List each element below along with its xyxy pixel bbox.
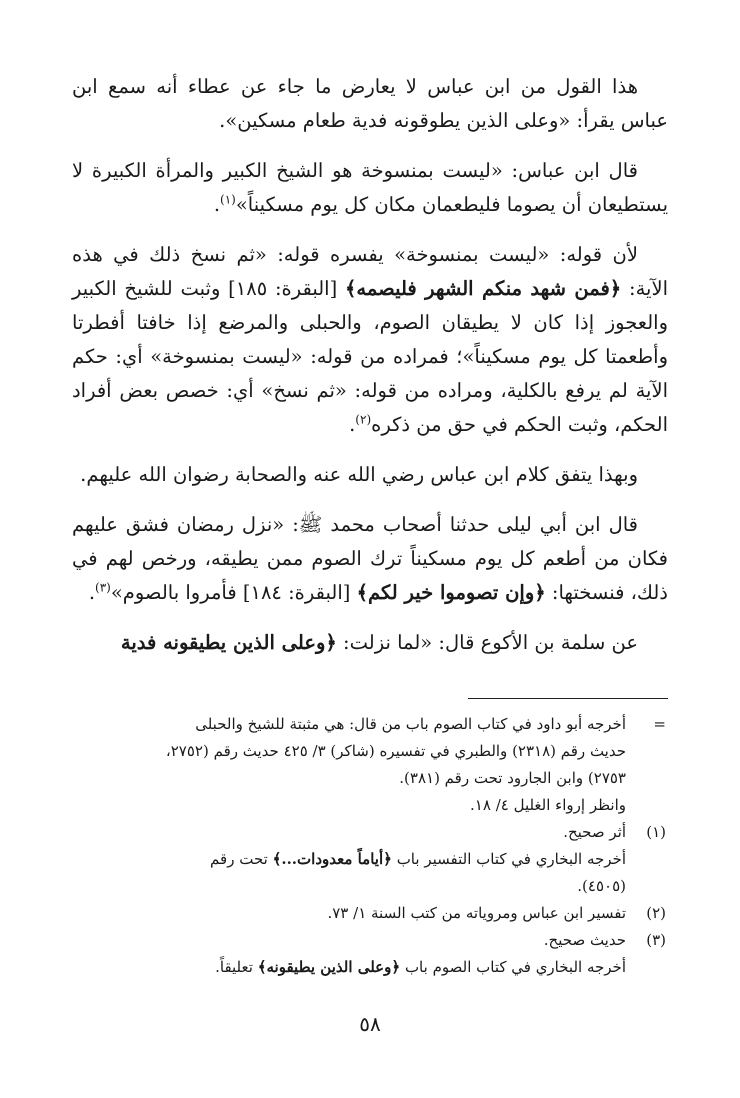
quran-quote-3: ﴿وعلى الذين يطيقونه فدية bbox=[120, 631, 337, 654]
paragraph-3-text-a: لأن قوله: «ليست بمنسوخة» يفسره قوله: «ثم نسخ ذلك في هذه الآية: bbox=[72, 243, 668, 300]
paragraph-3 bbox=[72, 238, 668, 442]
footnote-2-mark: (٢) bbox=[646, 904, 666, 922]
quran-quote-1: ﴿فمن شهد منكم الشهر فليصمه﴾ bbox=[345, 277, 622, 300]
page-number: ٥٨ bbox=[359, 1012, 381, 1036]
footnote-2-body bbox=[72, 900, 626, 927]
footnote-line: أخرجه أبو داود في كتاب الصوم باب من قال: هي مثبتة للشيخ والحبلى bbox=[195, 715, 626, 733]
footnote-line: حديث رقم (٢٣١٨) والطبري في تفسيره (شاكر) ٣/ ٤٢٥ حديث رقم (٢٧٥٢، bbox=[165, 742, 626, 760]
footnote-2 bbox=[72, 900, 668, 927]
footnote-text: أخرجه البخاري في كتاب الصوم باب bbox=[400, 958, 626, 976]
footnote-continuation-mark: = bbox=[653, 715, 666, 733]
footnote-ref-1[interactable]: (١) bbox=[220, 192, 236, 207]
paragraph-5-text-b: [البقرة: ١٨٤] فأمروا بالصوم» bbox=[110, 581, 357, 604]
paragraph-5-text-a: قال ابن أبي ليلى حدثنا أصحاب محمد ﷺ: «نزل رمضان فشق عليهم فكان من أطعم كل يوم مسكيناً ترك الصوم ممن يطيقه، ورخص لهم في ذلك، فنسختها: bbox=[72, 513, 668, 604]
footnote-line: أثر صحيح. bbox=[563, 823, 626, 841]
footnote-line: حديث صحيح. bbox=[543, 931, 626, 949]
paragraph-4-text: وبهذا يتفق كلام ابن عباس رضي الله عنه والصحابة رضوان الله عليهم. bbox=[80, 463, 638, 486]
footnote-3-body bbox=[72, 927, 626, 981]
footnote-text: تحت رقم bbox=[210, 850, 273, 868]
paragraph-5-end: . bbox=[88, 581, 96, 604]
footnote-1 bbox=[72, 819, 668, 900]
paragraph-6-text: عن سلمة بن الأكوع قال: «لما نزلت: bbox=[336, 631, 638, 654]
quran-quote-footnote-3: ﴿وعلى الذين يطيقونه﴾ bbox=[257, 958, 401, 976]
paragraph-2-text: قال ابن عباس: «ليست بمنسوخة هو الشيخ الكبير والمرأة الكبيرة لا يستطيعان أن يصوما فليطعمان مكان كل يوم مسكيناً» bbox=[72, 159, 668, 216]
paragraph-6 bbox=[72, 626, 668, 660]
paragraph-4 bbox=[72, 458, 668, 492]
footnotes bbox=[72, 711, 668, 981]
footnote-3 bbox=[72, 927, 668, 981]
footnote-divider bbox=[468, 698, 668, 699]
paragraph-3-text-b: [البقرة: ١٨٥] وثبت للشيخ الكبير والعجوز إذا كان لا يطيقان الصوم، والحبلى والمرضع إذا خافتا أفطرتا وأطعمتا كل يوم مسكيناً»؛ فمراده من قوله: «ليست بمنسوخة» أي: حكم الآية لم يرفع بالكلية، ومراده من قوله: «ثم نسخ» أي: خصص بعض أفراد الحكم، وثبت الحكم في حق من ذكره bbox=[72, 277, 668, 436]
paragraph-3-end: . bbox=[349, 413, 356, 436]
footnote-line: وانظر إرواء الغليل ٤/ ١٨. bbox=[470, 796, 626, 814]
footnote-3-mark: (٣) bbox=[646, 931, 666, 949]
footnote-text: أخرجه البخاري في كتاب التفسير باب bbox=[391, 850, 626, 868]
footnote-line bbox=[72, 954, 626, 981]
paragraph-1-text: هذا القول من ابن عباس لا يعارض ما جاء عن عطاء أنه سمع ابن عباس يقرأ: «وعلى الذين يطوقونه فدية طعام مسكين». bbox=[72, 75, 668, 132]
footnote-text: تعليقاً. bbox=[215, 958, 258, 976]
paragraph-5 bbox=[72, 508, 668, 610]
paragraph-2-end: . bbox=[213, 193, 221, 216]
footnote-line: (٤٥٠٥). bbox=[577, 877, 626, 895]
quran-quote-2: ﴿وإن تصوموا خير لكم﴾ bbox=[356, 581, 546, 604]
footnote-1-mark: (١) bbox=[646, 823, 666, 841]
paragraph-1 bbox=[72, 70, 668, 138]
main-text bbox=[72, 70, 668, 660]
footnote-continuation bbox=[72, 711, 668, 819]
footnote-line bbox=[72, 846, 626, 873]
quran-quote-footnote-1: ﴿أياماً معدودات...﴾ bbox=[272, 850, 392, 868]
footnote-ref-2[interactable]: (٢) bbox=[355, 412, 372, 427]
footnote-ref-3[interactable]: (٣) bbox=[95, 580, 111, 595]
footnote-line: تفسير ابن عباس ومروياته من كتب السنة ١/ ٧٣. bbox=[327, 904, 626, 922]
footnote-1-body bbox=[72, 819, 626, 900]
paragraph-2 bbox=[72, 154, 668, 222]
footnote-continuation-body bbox=[72, 711, 626, 819]
footnote-line: ٢٧٥٣) وابن الجارود تحت رقم (٣٨١). bbox=[399, 769, 626, 787]
